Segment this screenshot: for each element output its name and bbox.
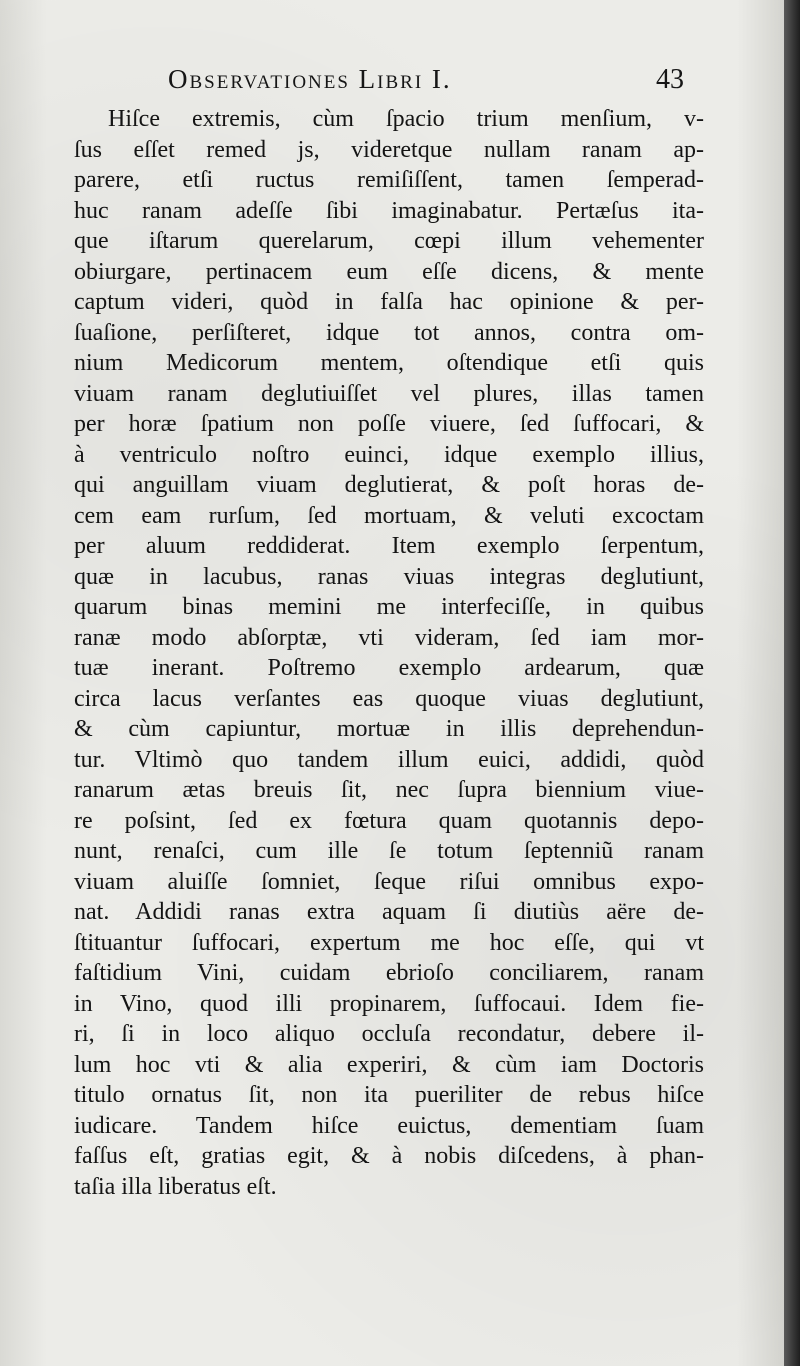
body-text [74, 104, 704, 1202]
text-line: re poſsint, ſed ex fœtura quam quotannis depo- [74, 807, 704, 834]
text-line: ſtituantur ſuffocari, expertum me hoc eſſe, qui vt [74, 929, 704, 956]
text-line: captum videri, quòd in falſa hac opinione & per- [74, 289, 704, 315]
text-line: & cùm capiuntur, mortuæ in illis deprehendun- [74, 716, 704, 742]
text-line: faſſus eſt, gratias egit, & à nobis diſcedens, à phan- [74, 1143, 704, 1169]
text-line: ſuaſione, perſiſteret, idque tot annos, contra om- [74, 319, 704, 346]
text-line: huc ranam adeſſe ſibi imaginabatur. Pertæſus ita- [74, 197, 704, 224]
text-line: ri, ſi in loco aliquo occluſa recondatur, debere il- [74, 1021, 704, 1047]
text-line: viuam aluiſſe ſomniet, ſeque riſui omnibus expo- [74, 868, 704, 895]
text-line: iudicare. Tandem hiſce euictus, dementiam ſuam [74, 1112, 704, 1139]
text-line: ranarum ætas breuis ſit, nec ſupra biennium viue- [74, 777, 704, 803]
text-line: parere, etſi ructus remiſiſſent, tamen ſemperad- [74, 167, 704, 193]
text-line: nium Medicorum mentem, oſtendique etſi quis [74, 350, 704, 376]
text-line: circa lacus verſantes eas quoque viuas deglutiunt, [74, 685, 704, 712]
text-line: quæ in lacubus, ranas viuas integras deglutiunt, [74, 563, 704, 590]
text-line: tuæ inerant. Poſtremo exemplo ardearum, quæ [74, 655, 704, 681]
text-line: ranæ modo abſorptæ, vti videram, ſed iam mor- [74, 624, 704, 651]
text-line: tur. Vltimò quo tandem illum euici, addidi, quòd [74, 746, 704, 773]
text-line: obiurgare, pertinacem eum eſſe dicens, & mente [74, 258, 704, 285]
text-line: per aluum reddiderat. Item exemplo ſerpentum, [74, 533, 704, 559]
page-number: 43 [656, 64, 684, 95]
text-line: lum hoc vti & alia experiri, & cùm iam Doctoris [74, 1051, 704, 1078]
text-line: ſus eſſet remed js, videretque nullam ranam ap- [74, 136, 704, 163]
text-line: cem eam rurſum, ſed mortuam, & veluti excoctam [74, 502, 704, 529]
text-line: Hiſce extremis, cùm ſpacio trium menſium, v- [108, 106, 704, 132]
page-edge-shadow [784, 0, 800, 1366]
text-line: quarum binas memini me interfeciſſe, in quibus [74, 594, 704, 620]
text-line: nunt, renaſci, cum ille ſe totum ſeptenniũ ranam [74, 838, 704, 864]
text-line: à ventriculo noſtro euinci, idque exemplo illius, [74, 441, 704, 468]
text-line: taſia illa liberatus eſt. [74, 1173, 277, 1200]
text-line: per horæ ſpatium non poſſe viuere, ſed ſuffocari, & [74, 411, 704, 437]
text-line: viuam ranam deglutiuiſſet vel plures, illas tamen [74, 380, 704, 407]
text-line: qui anguillam viuam deglutierat, & poſt horas de- [74, 472, 704, 498]
text-line: faſtidium Vini, cuidam ebrioſo conciliarem, ranam [74, 960, 704, 986]
running-head: Observationes Libri I. [168, 64, 452, 94]
text-line: nat. Addidi ranas extra aquam ſi diutiùs aëre de- [74, 899, 704, 925]
text-line: titulo ornatus ſit, non ita pueriliter de rebus hiſce [74, 1082, 704, 1108]
text-line: que iſtarum querelarum, cœpi illum vehementer [74, 228, 704, 254]
text-line: in Vino, quod illi propinarem, ſuffocaui. Idem fie- [74, 990, 704, 1017]
